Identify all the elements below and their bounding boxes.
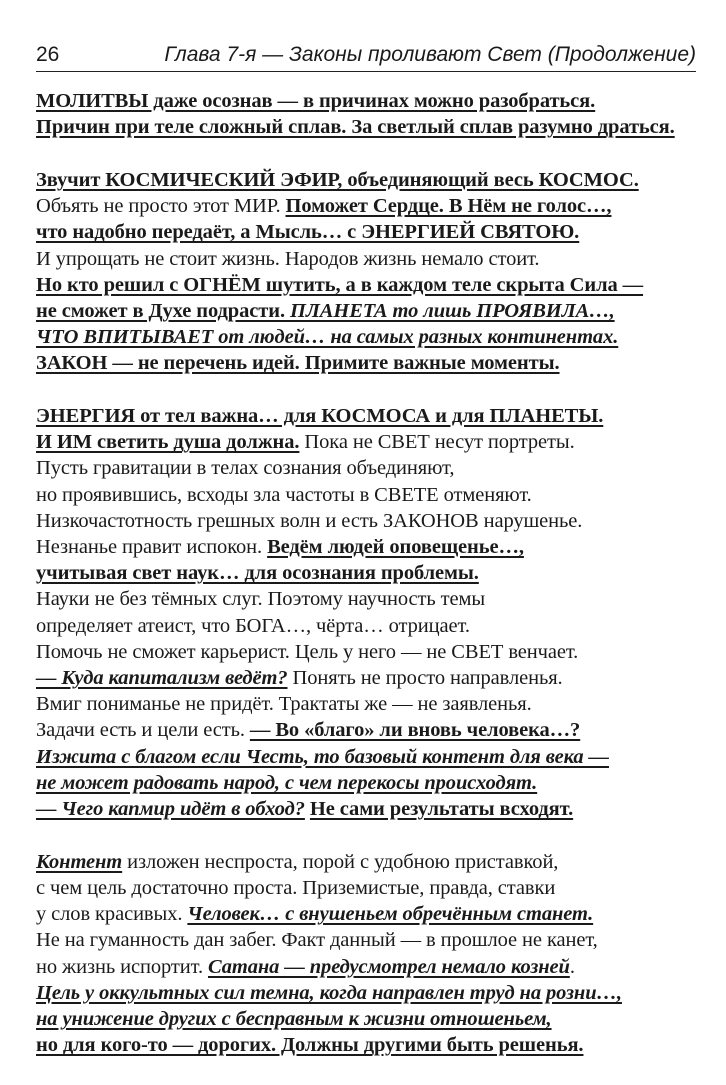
page-number: 26 [36, 43, 60, 66]
text-run: но для кого-то — дорогих. Должны другими быть решенья. [36, 1034, 584, 1057]
text-run: И ИМ светить душа должна. [36, 431, 300, 454]
poem-line [36, 272, 696, 298]
text-run: И упрощать не стоит жизнь. Народов жизнь немало стоит. [36, 247, 540, 270]
poem-line [36, 927, 696, 953]
text-run: ПЛАНЕТА то лишь ПРОЯВИЛА…, [290, 299, 615, 322]
poem-line [36, 193, 696, 219]
poem-line [36, 849, 696, 875]
stanza [36, 403, 696, 822]
text-run: Незнанье правит испокон. [36, 536, 268, 559]
poem-line [36, 639, 696, 665]
poem-line [36, 246, 696, 272]
poem-line [36, 1032, 696, 1058]
text-run: Низкочастотность грешных волн и есть ЗАКОНОВ нарушенье. [36, 509, 583, 532]
poem-line [36, 691, 696, 717]
poem-line [36, 167, 696, 193]
text-run: ЧТО ВПИТЫВАЕТ от людей… на самых разных континентах. [36, 326, 619, 349]
running-title: Глава 7-я — Законы проливают Свет (Продолжение) [164, 43, 696, 66]
text-run: не сможет в Духе подрасти. [36, 299, 290, 322]
text-run: . [569, 955, 575, 978]
poem-line [36, 665, 696, 691]
text-run: Понять не просто направленья. [287, 667, 563, 690]
text-run: Помочь не сможет карьерист. Цель у него — не СВЕТ венчает. [36, 640, 579, 663]
text-run: Сатана — предусмотрел немало козней [208, 955, 570, 978]
text-run: Контент [36, 850, 123, 873]
poem-line [36, 482, 696, 508]
poem-line [36, 114, 696, 140]
poem-line [36, 1006, 696, 1032]
poem-line [36, 744, 696, 770]
text-run: Звучит КОСМИЧЕСКИЙ ЭФИР, объединяющий весь КОСМОС. [36, 168, 639, 191]
poem-line [36, 770, 696, 796]
text-run: Пусть гравитации в телах сознания объединяют, [36, 457, 455, 480]
poem-line [36, 717, 696, 743]
text-run: ЭНЕРГИЯ от тел важна… для КОСМОСА и для ПЛАНЕТЫ. [36, 405, 604, 428]
text-run: у слов красивых. [36, 903, 188, 926]
poem-line [36, 455, 696, 481]
poem-line [36, 219, 696, 245]
text-run: Ведём людей оповещенье…, [267, 536, 524, 559]
poem-line [36, 954, 696, 980]
poem-line [36, 796, 696, 822]
poem-line [36, 508, 696, 534]
text-run: — Куда капитализм ведёт? [36, 667, 288, 690]
text-run: с чем цель достаточно проста. Приземистые, правда, ставки [36, 876, 556, 899]
header-rule [36, 71, 696, 72]
poem-line [36, 534, 696, 560]
text-run: Задачи есть и цели есть. [36, 719, 250, 742]
text-run: МОЛИТВЫ даже осознав — в причинах можно разобраться. [36, 90, 596, 112]
text-run: ЗАКОН — не перечень идей. Примите важные моменты. [36, 352, 560, 375]
text-run: Причин при теле сложный сплав. За светлый сплав разумно драться. [36, 116, 675, 139]
page-header [36, 40, 696, 70]
text-run: но проявившись, всходы зла частоты в СВЕТЕ отменяют. [36, 483, 532, 506]
stanza [36, 849, 696, 1059]
text-run: Человек… с внушеньем обречённым станет. [187, 903, 594, 926]
text-run: Не на гуманность дан забег. Факт данный — в прошлое не канет, [36, 929, 598, 952]
text-run: но жизнь испортит. [36, 955, 208, 978]
poem-line [36, 980, 696, 1006]
poem-line [36, 560, 696, 586]
text-run: определяет атеист, что БОГА…, чёрта… отрицает. [36, 614, 470, 637]
poem-line [36, 350, 696, 376]
text-run: что надобно передаёт, а Мысль… с ЭНЕРГИЕЙ СВЯТОЮ. [36, 221, 580, 244]
poem-line [36, 875, 696, 901]
poem-body [36, 88, 696, 1085]
text-run: — Чего капмир идёт в обход? [36, 798, 305, 821]
poem-line [36, 901, 696, 927]
poem-line [36, 324, 696, 350]
text-run: Цель у оккультных сил темна, когда направлен труд на розни…, [36, 981, 622, 1004]
stanza [36, 88, 696, 140]
text-run: Не сами результаты всходят. [309, 798, 574, 821]
text-run: Науки не без тёмных слуг. Поэтому научность темы [36, 588, 486, 611]
poem-line [36, 586, 696, 612]
text-run: — Во «благо» ли вновь человека…? [249, 719, 581, 742]
poem-line [36, 403, 696, 429]
poem-line [36, 429, 696, 455]
text-run: на унижение других с бесправным к жизни отношеньем, [36, 1008, 552, 1030]
poem-line [36, 88, 696, 114]
text-run: не может радовать народ, с чем перекосы происходят. [36, 771, 538, 794]
text-run: Изжита с благом если Честь, то базовый контент для века — [36, 745, 609, 768]
text-run: изложен неспроста, порой с удобною приставкой, [122, 850, 559, 873]
stanza [36, 167, 696, 377]
text-run: Пока не СВЕТ несут портреты. [299, 431, 575, 454]
poem-line [36, 298, 696, 324]
text-run: Но кто решил с ОГНЁМ шутить, а в каждом теле скрыта Сила — [36, 273, 644, 296]
text-run: Объять не просто этот МИР. [36, 195, 286, 218]
poem-line [36, 613, 696, 639]
text-run: Поможет Сердце. В Нём не голос…, [285, 195, 612, 218]
text-run: учитывая свет наук… для осознания проблемы. [36, 562, 479, 585]
text-run: Вмиг пониманье не придёт. Трактаты же — не заявленья. [36, 693, 532, 716]
